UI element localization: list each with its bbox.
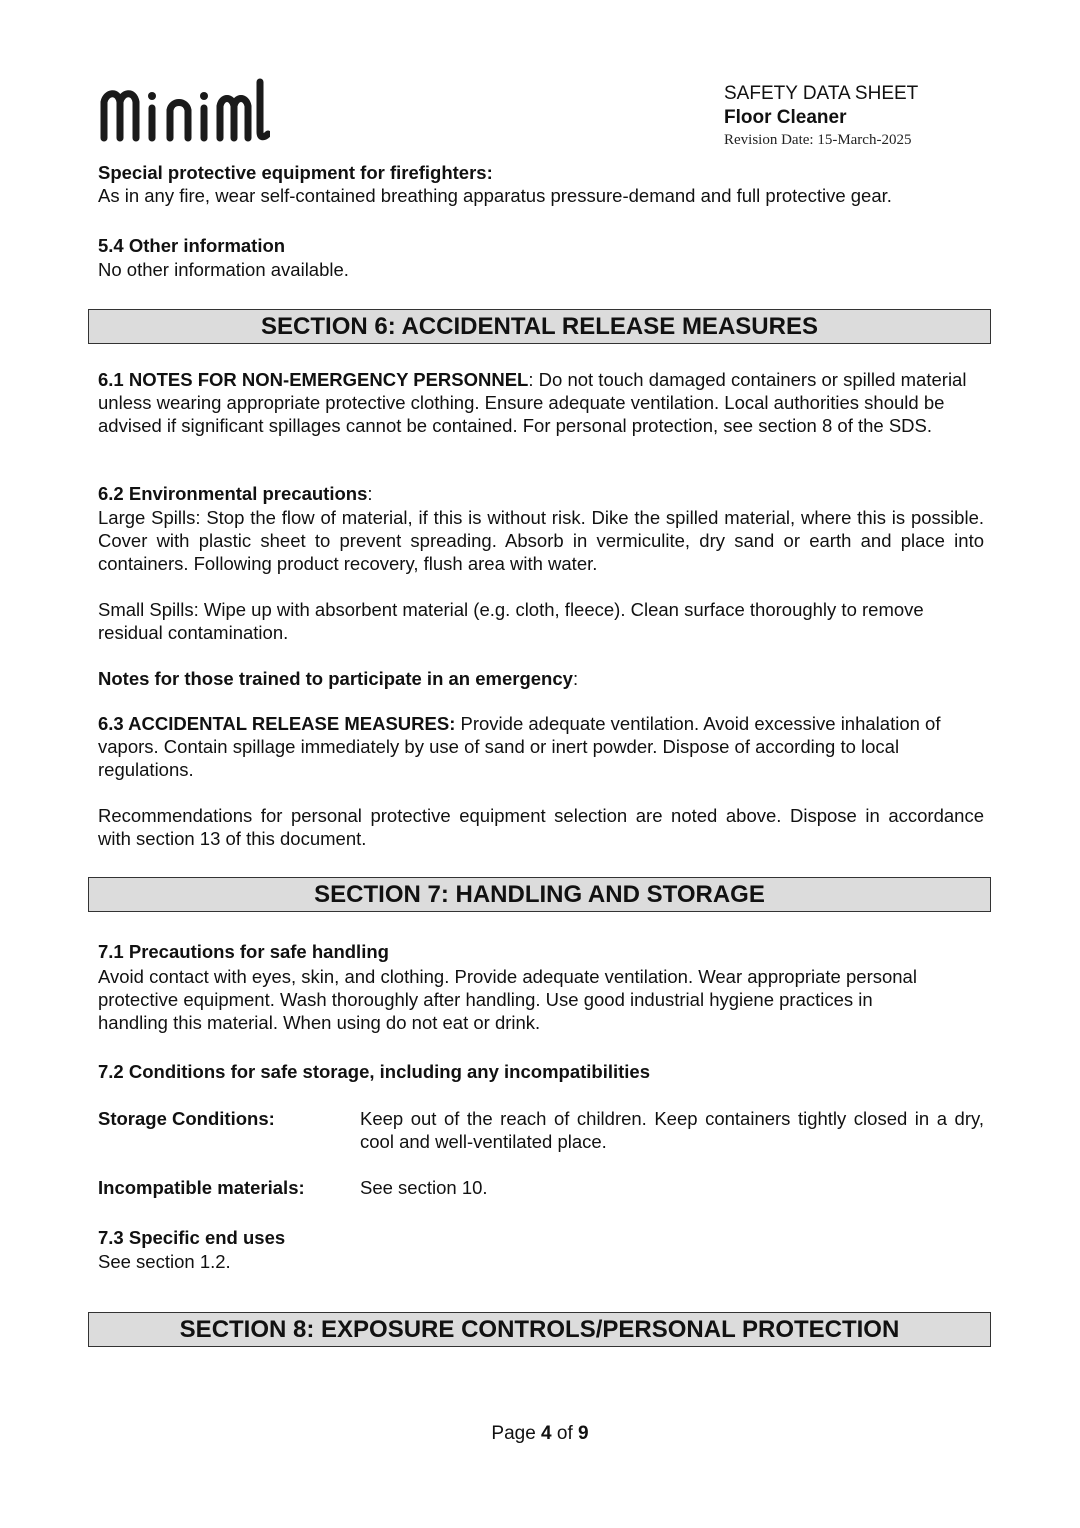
other-info-text: No other information available. (98, 259, 349, 280)
section-6-3-lead: 6.3 ACCIDENTAL RELEASE MEASURES: (98, 713, 456, 734)
of-word: of (551, 1423, 579, 1444)
section-7-3-text: See section 1.2. (98, 1251, 231, 1272)
firefighters-heading: Special protective equipment for firefighters: (98, 162, 493, 183)
small-spills-text: Small Spills: Wipe up with absorbent material (e.g. cloth, fleece). Clean surface thoroughly to remove residual contamination. (98, 599, 924, 643)
section-7-3-heading: 7.3 Specific end uses (98, 1227, 286, 1248)
storage-conditions-label: Storage Conditions: (98, 1108, 275, 1129)
document-header (724, 82, 1054, 150)
incompatible-materials-value: See section 10. (360, 1177, 488, 1198)
section-7-2-heading: 7.2 Conditions for safe storage, including any incompatibilities (98, 1061, 651, 1082)
emergency-notes-colon: : (572, 668, 579, 689)
product-name: Floor Cleaner (724, 107, 847, 128)
storage-conditions-value: Keep out of the reach of children. Keep containers tightly closed in a dry, cool and well-ventilated place. (360, 1108, 984, 1152)
section-6-2-heading-line (98, 482, 984, 505)
revision-date: Revision Date: 15-March-2025 (724, 132, 912, 148)
large-spills-text: Large Spills: Stop the flow of material, if this is without risk. Dike the spilled material, where this is possible. Cover with plastic sheet to prevent spreading. Absorb in vermiculite, dry sand or earth and place into containers. Following product recovery, flush area with water. (98, 507, 984, 574)
emergency-notes-heading: Notes for those trained to participate in an emergency (98, 668, 573, 689)
logo-wordmark-icon (100, 76, 270, 148)
page-total: 9 (578, 1423, 589, 1444)
section-6-1-lead: 6.1 NOTES FOR NON-EMERGENCY PERSONNEL (98, 369, 529, 390)
section-6-2-colon: : (367, 483, 373, 504)
ppe-recommendations-text: Recommendations for personal protective equipment selection are noted above. Dispose in accordance with section 13 of this document. (98, 805, 984, 849)
section-6-title: SECTION 6: ACCIDENTAL RELEASE MEASURES (88, 309, 991, 344)
section-7-title: SECTION 7: HANDLING AND STORAGE (88, 877, 991, 912)
section-7-1-text: Avoid contact with eyes, skin, and clothing. Provide adequate ventilation. Wear appropriate personal protective equipment. Wash thoroughly after handling. Use good industrial hygiene practices in handling this material. When using do not eat or drink. (98, 966, 917, 1033)
incompatible-materials-label: Incompatible materials: (98, 1177, 305, 1198)
section-8-title: SECTION 8: EXPOSURE CONTROLS/PERSONAL PROTECTION (88, 1312, 991, 1347)
section-6-2-heading: 6.2 Environmental precautions (98, 483, 368, 504)
page-footer (0, 1422, 1080, 1446)
other-info-heading: 5.4 Other information (98, 235, 286, 256)
doc-title: SAFETY DATA SHEET (724, 83, 919, 104)
section-7-1-heading: 7.1 Precautions for safe handling (98, 941, 389, 962)
page-word: Page (491, 1423, 542, 1444)
section-6-3-paragraph (98, 712, 984, 781)
page-number: 4 (541, 1423, 552, 1444)
section-6-1-text: : Do not touch damaged containers or spilled material unless wearing appropriate protective clothing. Ensure adequate ventilation. Local authorities should be advised if significant spillages cannot be contained. For personal protection, see section 8 of the SDS. (98, 369, 967, 436)
firefighters-text: As in any fire, wear self-contained breathing apparatus pressure-demand and full protective gear. (98, 185, 892, 206)
section-6-1-paragraph (98, 368, 984, 437)
section-6-3-text: Provide adequate ventilation. Avoid excessive inhalation of vapors. Contain spillage immediately by use of sand or inert powder. Dispose of according to local regulations. (98, 713, 941, 780)
miniml-logo (100, 76, 270, 148)
emergency-notes-line (98, 667, 984, 690)
